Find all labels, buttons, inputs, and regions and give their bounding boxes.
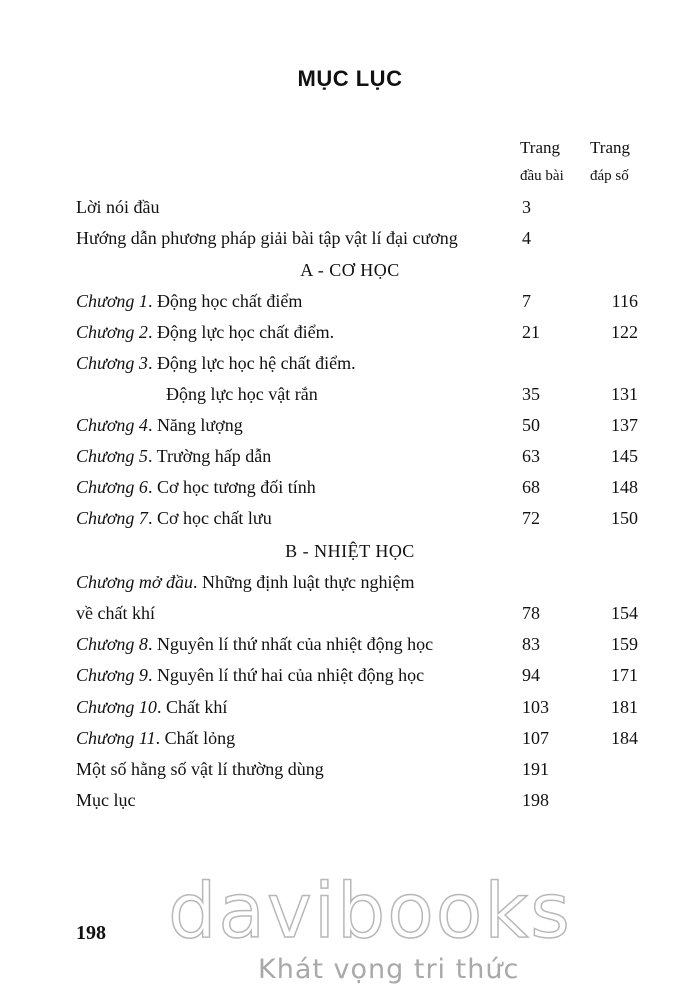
toc-entry <box>76 380 666 408</box>
toc-entry-title: . Năng lượng <box>147 415 243 435</box>
toc-entry-answer-page: 159 <box>611 634 638 654</box>
toc-entry-chapter: Chương 6 <box>76 477 148 497</box>
toc-entry-answer-page: 137 <box>611 415 638 435</box>
section-heading-mechanics: A - CƠ HỌC <box>300 260 400 280</box>
toc-entry-answer-page: 154 <box>611 603 638 623</box>
toc-entry-title: . Động lực học hệ chất điểm. <box>147 353 356 373</box>
toc-entry-label <box>76 349 356 377</box>
toc-entry-start-page: 94 <box>522 665 540 685</box>
toc-entry <box>76 630 666 658</box>
toc-entry-start-page: 83 <box>522 634 540 654</box>
toc-entry <box>76 473 666 501</box>
toc-entry-label <box>76 287 302 315</box>
toc-entry <box>76 693 666 721</box>
page-number: 198 <box>76 922 106 944</box>
toc-entry-chapter: Chương 3 <box>76 353 148 373</box>
toc-entry-answer-page: 184 <box>611 728 638 748</box>
toc-entry-start-page: 3 <box>522 197 531 217</box>
toc-entry-label: về chất khí <box>76 603 155 623</box>
toc-entry <box>76 193 666 221</box>
toc-entry-label <box>76 568 415 596</box>
toc-entry <box>76 224 666 252</box>
toc-entry-start-page: 21 <box>522 322 540 342</box>
toc-entry-answer-page: 131 <box>611 384 638 404</box>
toc-entry <box>76 318 666 346</box>
toc-entry-start-page: 107 <box>522 728 549 748</box>
toc-entry-title: . Nguyên lí thứ nhất của nhiệt động học <box>147 634 434 654</box>
toc-entry-label <box>76 661 424 689</box>
toc-entry-label <box>76 724 235 752</box>
toc-entry <box>76 349 666 377</box>
toc-entry-chapter: Chương 10 <box>76 697 157 717</box>
toc-entry-title: . Cơ học chất lưu <box>147 508 272 528</box>
toc-entry-label <box>76 630 433 658</box>
toc-entry <box>76 786 666 814</box>
toc-entry-label <box>76 411 243 439</box>
toc-entry-start-page: 78 <box>522 603 540 623</box>
toc-entry-start-page: 35 <box>522 384 540 404</box>
toc-entry <box>76 661 666 689</box>
toc-entry-chapter: Chương 4 <box>76 415 148 435</box>
toc-entry-title: . Những định luật thực nghiệm <box>193 572 415 592</box>
toc-entry-label <box>76 693 227 721</box>
toc-entry-title: . Động lực học chất điểm. <box>147 322 335 342</box>
toc-entry <box>76 504 666 532</box>
toc-entry-chapter: Chương 2 <box>76 322 148 342</box>
toc-entry-chapter: Chương 1 <box>76 291 148 311</box>
toc-entry-answer-page: 122 <box>611 322 638 342</box>
toc-entry-label: Lời nói đầu <box>76 197 160 217</box>
watermark-slogan: Khát vọng tri thức <box>258 954 520 985</box>
toc-entry-chapter: Chương 8 <box>76 634 148 654</box>
column-header-start-page-line2: đầu bài <box>520 168 564 184</box>
toc-entry <box>76 442 666 470</box>
toc-entry-chapter: Chương mở đầu <box>76 572 194 592</box>
toc-entry-label: Một số hằng số vật lí thường dùng <box>76 759 324 779</box>
toc-entry-title: . Cơ học tương đối tính <box>147 477 316 497</box>
column-header-answer-page <box>590 134 630 190</box>
toc-entry-answer-page: 171 <box>611 665 638 685</box>
toc-entry-title: . Chất lỏng <box>155 728 236 748</box>
toc-entry-title: . Động học chất điểm <box>147 291 303 311</box>
column-header-start-page <box>520 134 564 190</box>
toc-entry-title: . Trường hấp dẫn <box>147 446 272 466</box>
toc-entry <box>76 599 666 627</box>
toc-entry-label <box>76 473 316 501</box>
toc-entry <box>76 755 666 783</box>
toc-entry-start-page: 7 <box>522 291 531 311</box>
toc-entry-chapter: Chương 7 <box>76 508 148 528</box>
toc-entry-label <box>76 442 271 470</box>
watermark-brand: davibooks <box>168 866 572 955</box>
toc-entry <box>76 724 666 752</box>
column-header-start-page-line1: Trang <box>520 138 560 157</box>
section-heading-thermodynamics: B - NHIỆT HỌC <box>285 541 415 561</box>
toc-entry <box>76 568 666 596</box>
column-header-answer-page-line2: đáp số <box>590 168 629 184</box>
toc-entry-chapter: Chương 5 <box>76 446 148 466</box>
toc-entry-answer-page: 181 <box>611 697 638 717</box>
toc-entry <box>76 287 666 315</box>
toc-entry-start-page: 50 <box>522 415 540 435</box>
toc-entry <box>76 411 666 439</box>
toc-entry-start-page: 63 <box>522 446 540 466</box>
toc-entry-label: Động lực học vật rắn <box>166 384 318 404</box>
toc-entry-answer-page: 148 <box>611 477 638 497</box>
toc-entry-label <box>76 318 334 346</box>
toc-entry-chapter: Chương 11 <box>76 728 156 748</box>
toc-entry-answer-page: 116 <box>611 291 638 311</box>
toc-entry-start-page: 4 <box>522 228 531 248</box>
toc-entry-answer-page: 145 <box>611 446 638 466</box>
toc-entry-title: . Chất khí <box>156 697 228 717</box>
toc-entry-label <box>76 504 272 532</box>
toc-entry-start-page: 103 <box>522 697 549 717</box>
toc-entry-answer-page: 150 <box>611 508 638 528</box>
toc-entry-start-page: 191 <box>522 759 549 779</box>
toc-entry-title: . Nguyên lí thứ hai của nhiệt động học <box>147 665 425 685</box>
toc-entry-start-page: 72 <box>522 508 540 528</box>
toc-entry-label: Hướng dẫn phương pháp giải bài tập vật lí đại cương <box>76 228 458 248</box>
column-header-answer-page-line1: Trang <box>590 138 630 157</box>
toc-entry-label: Mục lục <box>76 790 136 810</box>
toc-entry-chapter: Chương 9 <box>76 665 148 685</box>
toc-entry-start-page: 68 <box>522 477 540 497</box>
toc-entry-start-page: 198 <box>522 790 549 810</box>
page-title: MỤC LỤC <box>297 66 403 91</box>
